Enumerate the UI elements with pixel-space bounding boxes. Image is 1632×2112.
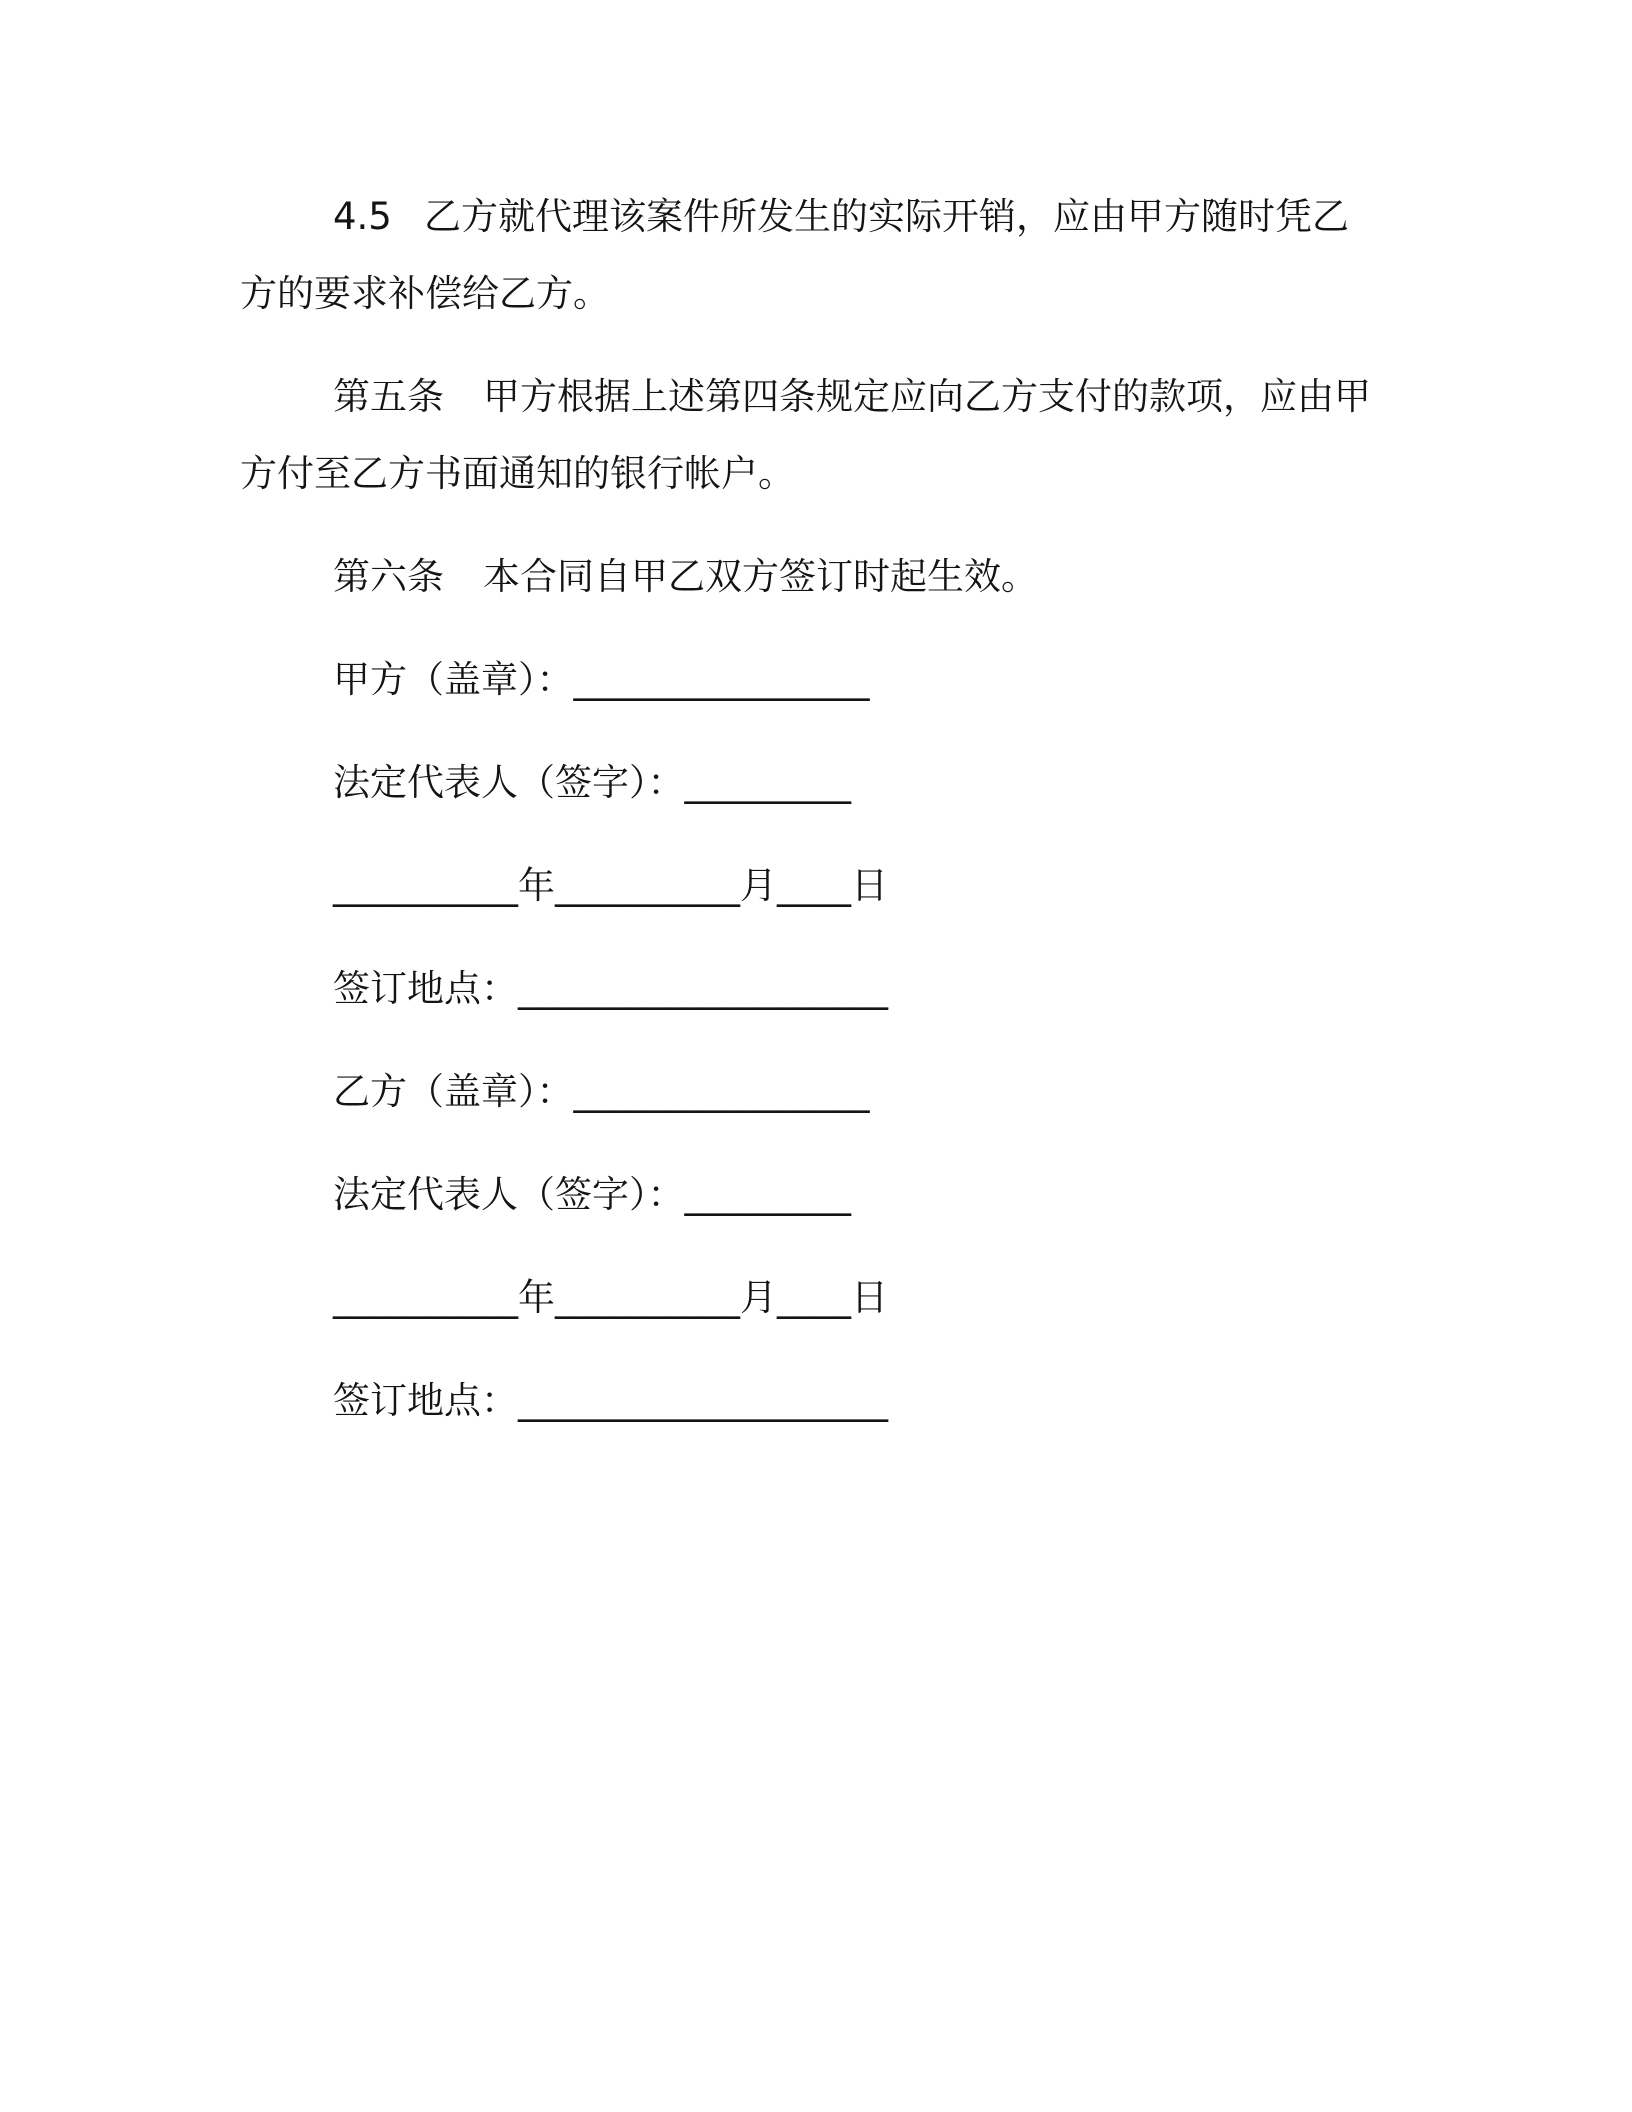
article-5	[240, 358, 1490, 512]
clause-4-5	[240, 178, 1490, 332]
party-b-seal-line	[240, 1053, 1490, 1130]
article-text: 甲方根据上述第四条规定应向乙方支付的款项，应由甲	[483, 375, 1371, 418]
party-b-date-line	[240, 1259, 1490, 1336]
party-a-place-line	[240, 950, 1490, 1027]
party-a-representative-line	[240, 744, 1490, 821]
article-5-line-1	[240, 358, 1490, 435]
party-a-seal: 甲方（盖章）：________________	[333, 658, 870, 701]
clause-4-5-line-1	[240, 178, 1490, 255]
party-b-representative-line	[240, 1156, 1490, 1233]
party-a-date-line	[240, 847, 1490, 924]
article-number: 第五条	[333, 375, 444, 418]
document-body	[240, 178, 1490, 1465]
party-b-seal: 乙方（盖章）：________________	[333, 1070, 870, 1113]
clause-4-5-line-2: 方的要求补偿给乙方。	[240, 272, 610, 315]
article-5-line-2: 方付至乙方书面通知的银行帐户。	[240, 452, 795, 495]
party-a-representative-signature: 法定代表人（签字）：_________	[333, 761, 851, 804]
clause-number: 4.5	[333, 195, 392, 238]
party-a-date: __________年__________月____日	[333, 864, 888, 907]
article-6-line-1	[240, 538, 1490, 615]
party-b-date: __________年__________月____日	[333, 1276, 888, 1319]
party-a-seal-line	[240, 641, 1490, 718]
clause-text: 乙方就代理该案件所发生的实际开销，应由甲方随时凭乙	[424, 195, 1349, 238]
party-b-signing-place: 签订地点：____________________	[333, 1379, 888, 1422]
article-text: 本合同自甲乙双方签订时起生效。	[483, 555, 1038, 598]
article-number: 第六条	[333, 555, 444, 598]
article-6	[240, 538, 1490, 615]
party-a-signing-place: 签订地点：____________________	[333, 967, 888, 1010]
party-b-representative-signature: 法定代表人（签字）：_________	[333, 1173, 851, 1216]
party-b-place-line	[240, 1362, 1490, 1439]
